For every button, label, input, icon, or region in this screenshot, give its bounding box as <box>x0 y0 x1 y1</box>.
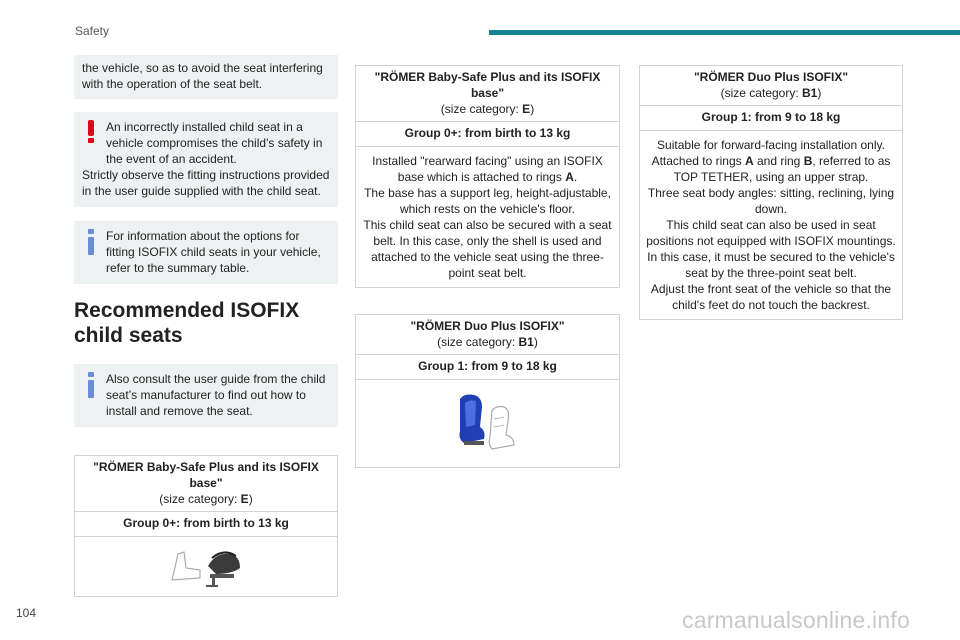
info-icon <box>87 372 95 398</box>
info-icon <box>87 229 95 255</box>
desc-text: , referred to as TOP TETHER, using an upper strap. <box>673 154 891 184</box>
info-box-2 <box>74 364 338 427</box>
baby-seat-illustration <box>166 544 246 588</box>
page-number: 104 <box>16 606 37 620</box>
card-title-text: "RÖMER Duo Plus ISOFIX" <box>693 70 849 84</box>
desc-text: Three seat body angles: sitting, reclining, lying down. <box>647 186 895 216</box>
card-title-text: "RÖMER Baby-Safe Plus and its ISOFIX base" <box>374 70 601 100</box>
size-prefix: (size category: <box>437 335 519 349</box>
section-heading: Recommended ISOFIX child seats <box>74 299 300 347</box>
size-code: E <box>240 492 249 506</box>
ring-label: B <box>803 154 813 168</box>
size-suffix: ) <box>533 335 538 349</box>
seat-card-duo-image <box>355 314 620 468</box>
size-code: B1 <box>518 335 534 349</box>
seat-description <box>640 131 902 319</box>
desc-text: This child seat can also be secured with a seat belt. In this case, only the shell is used and attached to the vehicle seat using the three-point seat belt. <box>363 218 612 280</box>
warning-text-1: An incorrectly installed child seat in a vehicle compromises the child's safety in the event of an accident. <box>106 120 323 166</box>
card-title <box>356 315 619 355</box>
card-title <box>75 456 337 512</box>
desc-text: Attached to rings <box>651 154 745 168</box>
info-text-2: Also consult the user guide from the child seat’s manufacturer to find out how to install and remove the seat. <box>106 372 326 418</box>
size-prefix: (size category: <box>159 492 241 506</box>
card-title-text: "RÖMER Baby-Safe Plus and its ISOFIX base" <box>93 460 319 490</box>
desc-text: . <box>573 170 578 184</box>
desc-text: Installed "rearward facing" using an ISOFIX base which is attached to rings <box>372 154 603 184</box>
weight-group: Group 1: from 9 to 18 kg <box>356 355 619 380</box>
info-text-1: For information about the options for fitting ISOFIX child seats in your vehicle, refer to the summary table. <box>106 229 321 275</box>
card-title-text: "RÖMER Duo Plus ISOFIX" <box>410 319 565 333</box>
weight-group: Group 0+: from birth to 13 kg <box>356 122 619 147</box>
size-prefix: (size category: <box>720 86 803 100</box>
column-1 <box>74 55 338 597</box>
desc-text: and ring <box>753 154 804 168</box>
header-accent-bar <box>489 30 960 35</box>
column-2 <box>355 55 620 468</box>
warning-text-2: Strictly observe the fitting instructions provided in the user guide supplied with the child seat. <box>82 168 330 198</box>
seat-image-row <box>75 537 337 596</box>
size-suffix: ) <box>530 102 535 116</box>
seat-card-babysafe-image <box>74 455 338 597</box>
continued-text: the vehicle, so as to avoid the seat interfering with the operation of the seat belt. <box>82 61 323 91</box>
column-3 <box>639 55 903 320</box>
info-box-1 <box>74 221 338 284</box>
seat-card-babysafe-description <box>355 65 620 288</box>
ring-label: A <box>744 154 754 168</box>
seat-image-row <box>356 380 619 467</box>
forward-seat-illustration <box>452 391 524 455</box>
desc-text: Suitable for forward-facing installation only. <box>657 138 885 152</box>
watermark: carmanualsonline.info <box>682 607 910 633</box>
size-code: E <box>522 102 531 116</box>
size-code: B1 <box>802 86 818 100</box>
seat-card-duo-description <box>639 65 903 320</box>
desc-text: The base has a support leg, height-adjustable, which rests on the vehicle's floor. <box>364 186 611 216</box>
size-category <box>159 492 252 506</box>
weight-group: Group 0+: from birth to 13 kg <box>75 512 337 537</box>
desc-text: This child seat can also be used in seat positions not equipped with ISOFIX mountings. In this case, it must be secured to the vehicle's seat by the three-point seat belt. <box>646 218 896 280</box>
ring-label: A <box>565 170 574 184</box>
size-prefix: (size category: <box>440 102 523 116</box>
warning-exclamation-icon <box>87 120 95 144</box>
card-title <box>356 66 619 122</box>
warning-box <box>74 112 338 207</box>
size-suffix: ) <box>248 492 253 506</box>
seat-description <box>356 147 619 287</box>
weight-group: Group 1: from 9 to 18 kg <box>640 106 902 131</box>
card-title <box>640 66 902 106</box>
continued-paragraph <box>74 55 338 99</box>
desc-text: Adjust the front seat of the vehicle so that the child's feet do not touch the backrest. <box>650 282 892 312</box>
section-title: Safety <box>75 24 110 38</box>
size-category <box>441 102 534 116</box>
size-suffix: ) <box>817 86 822 100</box>
